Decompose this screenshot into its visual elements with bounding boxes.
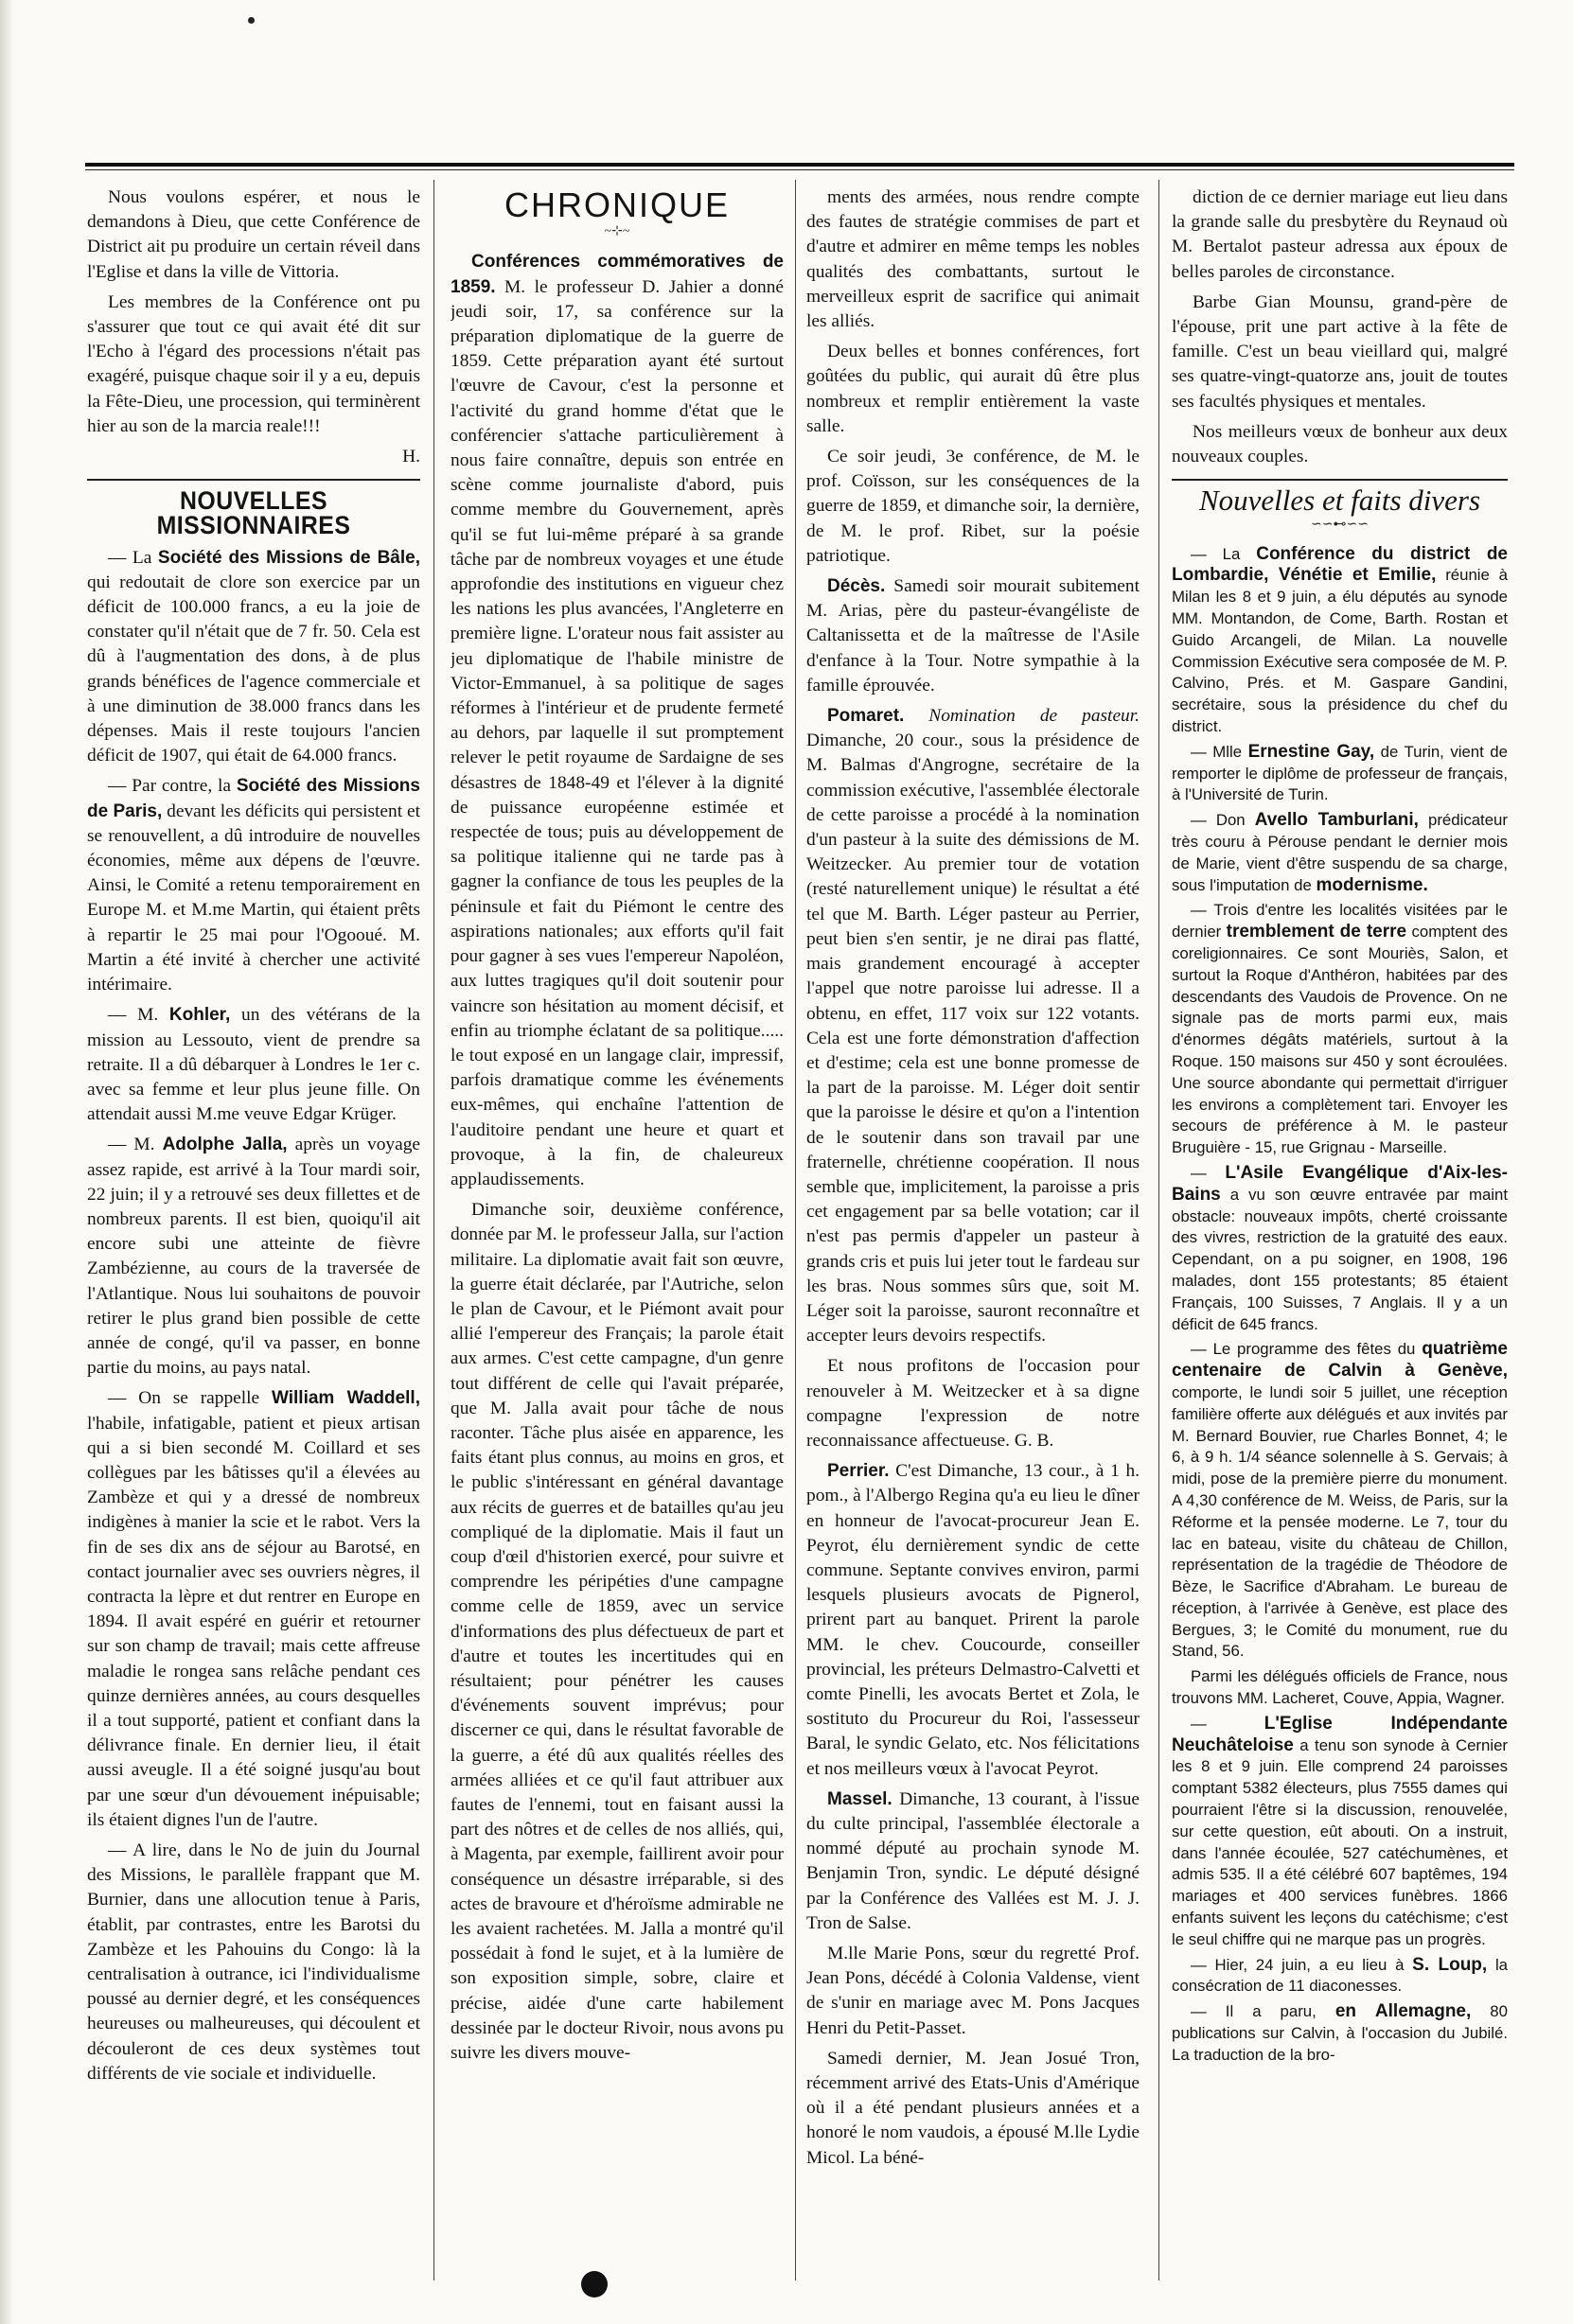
news-item: — M. Adolphe Jalla, après un voyage assez rapide, est arrivé à la Tour mardi soir, 22 juin; il y a retrouvé ses deux fillettes et de nombreux parents. Il est bien, quoiqu'il ait encore subi une atteinte de fièvre Zambézienne, au cours de la traversée de l'Atlantique. Nous lui souhaitons de pouvoir retirer le plus grand bien possible de cette année de congé, qu'il va passer, en bonne partie du moins, au pays natal.: [87, 1135, 420, 1379]
news-item: — On se rappelle William Waddell, l'habile, infatigable, patient et pieux artisan qui a si bien secondé M. Coillard et ses collègues par les bâtisses qu'il a élevées au Zambèze et qui y a dressé de nombreux indigènes à manier la scie et le rabot. Vers la fin de ses dix ans de séjour au Barotsé, en contact journalier avec ses ouvriers nègres, il contracta la lèpre et dut rentrer en Europe en 1894. Il avait espéré en guérir et retourner sur son champ de travail; mais cette affreuse maladie le rongea sans relâche pendant ces quinze dernières années, au cours desquelles il a tout supporté, patient et confiant dans la délivrance finale. En dernier lieu, il était aussi aveugle. Il a été soigné jusqu'au bout par une sœur d'un dévouement inépuisable; ils étaient dignes l'un de l'autre.: [87, 1388, 420, 1830]
article-paragraph: Conférences commémoratives de 1859. M. le professeur D. Jahier a donné jeudi soir, 17, sa conférence sur la préparation diplomatique de la guerre de 1859. Cette préparation ayant été surtout l'œuvre de Cavour, c'est la personne et l'activité du grand homme d'état que le conférencier s'attache particulièrement à nous faire connaître, depuis son entrée en scène comme journaliste d'abord, puis comme membre du Gouvernement, après qu'il se fut lui-même préparé à sa grande tâche par de nombreux voyages et une étude approfondie des institutions en vigueur chez les nations les plus avancées, l'Angleterre en première ligne. L'orateur nous fait assister au jeu diplomatique de l'habile ministre de Victor-Emmanuel, à sa politique de sages réformes à l'intérieur et de prudente fermeté au dehors, par laquelle il sut promptement relever le petit royaume de Sardaigne de ses désastres de 1848-49 et l'élever à la dignité de puissance européenne estimée et respectée de tous; puis au développement de sa politique italienne qui ne tarde pas à gagner la confiance de tous les peuples de la péninsule et fait du Piémont le centre des aspirations nationales; aux efforts qu'il fait pour gagner à ses vues l'empereur Napoléon, aux luttes tragiques qu'il doit soutenir pour vaincre son hésitation au moment décisif, et enfin au triomphe éclatant de sa politique..... le tout exposé en un langage clair, impressif, parfois dramatique comme les événements eux-mêmes, qui enchaîne l'attention de l'auditoire pendant une heure et quart et provoque, à la fin, de chaleureux applaudissements.: [451, 252, 784, 1189]
news-item: — La Conférence du district de Lombardie, Vénétie et Emilie, réunie à Milan les 8 et 9 juin, a élu députés au synode MM. Montandon, de Come, Barth. Rostan et Guido Arcangeli, de Milan. La nouvelle Commission Exécutive sera composée de M. P. Calvino, Prés. et M. Gaspare Gandini, secrétaire, sous la présidence du chef du district.: [1172, 543, 1508, 736]
section-divider: [87, 479, 420, 481]
article-paragraph: M.lle Marie Pons, sœur du regretté Prof. Jean Pons, décédé à Colonia Valdense, vient de s'unir en mariage avec M. Pons Jacques Henri du Petit-Passet.: [806, 1944, 1140, 2038]
news-item-title: Décès.: [827, 576, 886, 597]
news-item-title: S. Loup,: [1412, 1954, 1488, 1975]
article-paragraph: Nous voulons espérer, et nous le demandons à Dieu, que cette Conférence de District ait pu produire un certain réveil dans l'Eglise et dans la ville de Vittoria.: [87, 187, 420, 282]
author-signature: H.: [402, 447, 420, 467]
news-item: Massel. Dimanche, 13 courant, à l'issue du culte principal, l'assemblée électorale a nommé député au prochain synode M. Benjamin Tron, syndic. Le député désigné par la Conférence des Vallées est M. J. J. Tron de Salse.: [806, 1788, 1140, 1933]
news-item: Perrier. C'est Dimanche, 13 cour., à 1 h. pom., à l'Albergo Regina qu'a eu lieu le dîner en honneur de l'avocat-procureur Jean E. Peyrot, élu dernièrement syndic de cette commune. Septante convives environ, parmi lesquels plusieurs avocats de Pignerol, prirent part au banquet. Prirent la parole MM. le chev. Coucourde, conseiller provincial, les préteurs Delmastro-Calvetti et comte Pinelli, les avocats Bertet et Zola, le sostituto du Procureur du Roi, l'assesseur Baral, le syndic Gelato, etc. Nos félicitations et nos meilleurs vœux à l'avocat Peyrot.: [806, 1461, 1140, 1779]
news-item: — M. Kohler, un des vétérans de la mission au Lessouto, vient de prendre sa retraite. Il a dû débarquer à Londres le 1er c. avec sa femme et leur plus jeune fille. On attendait aussi M.me veuve Edgar Krüger.: [87, 1005, 420, 1125]
news-item: Parmi les délégués officiels de France, nous trouvons MM. Lacheret, Couve, Appia, Wagner.: [1172, 1667, 1508, 1708]
news-item: — L'Eglise Indépendante Neuchâteloise a tenu son synode à Cernier les 8 et 9 juin. Elle comprend 24 paroisses comptant 5382 électeurs, plus 7555 dames qui pourraient l'être si la discussion, renouvelée, sur cette question, eût abouti. On a instruit, dans l'année écoulée, 527 catéchumènes, et admis 535. Il a été célébré 607 baptêmes, 194 mariages et 400 services funèbres. 1866 enfants suivent les leçons du catéchisme; c'est le seul chiffre qui ne marque pas un progrès.: [1172, 1713, 1508, 1948]
news-item-title: Ernestine Gay,: [1247, 741, 1375, 762]
news-item: — A lire, dans le No de juin du Journal des Missions, le parallèle frappant que M. Burnier, dans une allocution tenue à Paris, établit, par contrastes, entre les Barotsi du Zambèze et les Pahouins du Congo: là la centralisation à outrance, ici l'individualisme poussé au dernier degré, et les conséquences heureuses ou malheureuses, qui découlent et découleront de ces deux systèmes tout différents de vie sociale et individuelle.: [87, 1840, 420, 2084]
news-item-title: Conférence du district de Lombardie, Vénétie et Emilie,: [1172, 543, 1508, 586]
header-rule: [85, 163, 1514, 170]
news-item-title: L'Eglise Indépendante Neuchâteloise: [1172, 1713, 1508, 1755]
section-heading: CHRONIQUE: [504, 185, 730, 224]
news-item: — L'Asile Evangélique d'Aix-les-Bains a vu son œuvre entravée par maint obstacle: nouveaux impôts, cherté croissante des vivres, restriction de la gratuité des eaux. Cependant, on a pu soigner, en 1908, 196 malades, dont 155 protestants; 85 étaient Français, 100 Suisses, 7 Anglais. Il y a un déficit de 645 francs.: [1172, 1162, 1508, 1333]
news-item-title: quatrième centenaire de Calvin à Genève,: [1172, 1339, 1508, 1382]
news-item-title: Adolphe Jalla,: [162, 1135, 288, 1155]
news-item: — La Société des Missions de Bâle, qui redoutait de clore son exercice par un déficit de 100.000 francs, a eu la joie de constater qu'il n'était que de 7 fr. 50. Cela est dû à l'augmentation des dons, à de plus grands bénéfices de l'agence commerciale et à une diminution de 38.000 francs dans les dépenses. Mais il reste toujours l'ancien déficit de 1907, qui était de 64.000 francs.: [87, 547, 420, 766]
column-4: [1172, 185, 1508, 2267]
article-paragraph: Et nous profitons de l'occasion pour renouveler à M. Weitzecker et à sa digne compagne l'expression de notre reconnaissance affectueuse. G. B.: [806, 1356, 1140, 1451]
news-item: — Il a paru, en Allemagne, 80 publications sur Calvin, à l'occasion du Jubilé. La traduction de la bro-: [1172, 2001, 1508, 2064]
news-item-title: Société des Missions de Bâle,: [157, 547, 420, 568]
article-paragraph: ments des armées, nous rendre compte des fautes de stratégie commises de part et d'autre et admirer en même temps les nobles qualités des combattants, surtout le merveilleux esprit de sacrifice qui animait les alliés.: [806, 187, 1140, 332]
news-item-title: L'Asile Evangélique d'Aix-les-Bains: [1172, 1162, 1508, 1205]
news-item: — Le programme des fêtes du quatrième centenaire de Calvin à Genève, comporte, le lundi soir 5 juillet, une réception familière offerte aux délégués et aux invités par M. Bernard Bouvier, rue Charles Bonnet, 4; le 6, à 9 h. 1/4 séance solennelle à S. Gervais; à midi, pose de la première pierre du monument. A 4,30 conférence de M. Weiss, de Paris, sur la Réforme et la pensée moderne. Le 7, tour du lac en bateau, visite du château de Chillon, représentation de la tragédie de Théodore de Bèze, le Sacrifice d'Abraham. Le bureau de réception, à l'arrivée à Genève, est place des Bergues, 3; le Comité du monument, rue du Stand, 56.: [1172, 1339, 1508, 1661]
column-rule: [1158, 180, 1159, 2280]
ornament: ~⊹~: [604, 224, 630, 239]
news-item-title: Massel.: [827, 1788, 893, 1809]
news-item: Décès. Samedi soir mourait subitement M. Arias, père du pasteur-évangéliste de Caltanissetta et de la maîtresse de l'Asile d'enfance à la Tour. Notre sympathie à la famille éprouvée.: [806, 576, 1140, 695]
article-paragraph: Ce soir jeudi, 3e conférence, de M. le prof. Coïsson, sur les conséquences de la guerre de 1859, et dimanche soir, la dernière, de M. le prof. Ribet, sur la poésie patriotique.: [806, 447, 1140, 566]
news-item: Pomaret. Nomination de pasteur. Dimanche, 20 cour., sous la présidence de M. Balmas d'Angrogne, secrétaire de la commission exécutive, l'assemblée électorale de cette paroisse a procédé à la nomination d'un pasteur à la suite des démissions de M. Weitzecker. Au premier tour de votation (resté naturellement unique) le résultat a été tel que M. Barth. Léger pasteur au Perrier, peut bien s'en sentir, je ne dirai pas flatté, mais grandement encouragé à accepter l'appel que notre paroisse lui adresse. Il a obtenu, en effet, 117 voix sur 122 votants. Cela est une forte démonstration d'affection et d'estime; cela est une bonne promesse de la part de la paroisse. M. Léger doit sentir que la paroisse le désire et qu'on a l'intention de le soutenir dans son travail par une fraternelle, chrétienne coopération. Il nous semble que, implicitement, la paroisse a pris cet engagement par sa belle votation; car il n'est pas permis d'appeler un pasteur à grands cris et puis lui jeter tout le fardeau sur les bras. Nous sommes sûrs que, soit M. Léger soit la paroisse, sauront reconnaître et accepter leurs devoirs respectifs.: [806, 706, 1140, 1347]
news-item-title: Pomaret.: [827, 706, 905, 727]
news-item-title: Société des Missions de Paris,: [87, 776, 420, 821]
news-item-title: Kohler,: [168, 1005, 231, 1026]
article-paragraph: Dimanche soir, deuxième conférence, donnée par M. le professeur Jalla, sur l'action militaire. La diplomatie avait fait son œuvre, la guerre était déclarée, par l'Autriche, selon le plan de Cavour, et le Piémont avait pour allié l'empereur des Français; la parole était aux armes. C'est cette campagne, d'un genre tout différent de celle qui l'avait préparée, que M. Jalla avait pour tâche de nous raconter. Tâche plus aisée en apparence, les faits étant plus connus, au moins en gros, et le public s'intéressant en général davantage aux récits de guerres et de batailles qu'au jeu compliqué de la diplomatie. Mais il faut un coup d'œil d'historien exercé, pour suivre et comprendre les péripéties d'une campagne comme celle de 1859, avec un service d'informations des plus défectueux de part et d'autre et toutes les incertitudes qui en résultaient; pour pénétrer les causes d'événements souvent imprévus; pour discerner ce qui, dans le résultat favorable de la guerre, a été dû aux qualités réelles des armées alliées et ce qu'il faut attribuer aux fautes de l'ennemi, tout en faisant aussi la part des nôtres et de celles de nos alliés, qui, à Magenta, par exemple, faillirent avoir pour conséquence un désastre irréparable, si des actes de bravoure et d'héroïsme admirable ne les avaient rachetées. M. Jalla a montré qu'il possédait à fond le sujet, et à la lumière de son exposition simple, sobre, claire et précise, aidée d'une carte habilement dessinée par le docteur Rivoir, nous avons pu suivre les divers mouve-: [451, 1200, 784, 2064]
news-item-title: Avello Tamburlani,: [1254, 810, 1419, 831]
ink-blot: [581, 2271, 608, 2298]
news-item: — Trois d'entre les localités visitées par le dernier tremblement de terre comptent des coreligionnaires. Ce sont Mouriès, Salon, et surtout la Roque d'Anthéron, habitées par des descendants des Vaudois de Provence. On ne signale pas de morts parmi eux, mais d'énormes dégâts matériels, surtout à la Roque. 150 maisons sur 450 y sont écroulées. Une source abondante qui permettait d'irriguer les environs a complètement tari. Envoyer les secours de préférence à M. le pasteur Bruguière - 15, rue Grignau - Marseille.: [1172, 901, 1508, 1157]
section-divider: [1172, 479, 1508, 481]
news-item-title: en Allemagne,: [1334, 2001, 1472, 2022]
article-paragraph: Nos meilleurs vœux de bonheur aux deux nouveaux couples.: [1172, 421, 1508, 467]
news-item-title: Perrier.: [827, 1461, 890, 1482]
column-2: [451, 185, 784, 2267]
section-heading: Nouvelles et faits divers: [1198, 484, 1481, 518]
ornament: ∽∽⊷∽∽: [1311, 518, 1369, 533]
news-item-title: William Waddell,: [271, 1388, 420, 1409]
ink-dot: [248, 17, 255, 24]
section-heading: NOUVELLES MISSIONNAIRES: [156, 486, 351, 540]
article-paragraph: Samedi dernier, M. Jean Josué Tron, récemment arrivé des Etats-Unis d'Amérique où il a été pendant plusieurs années et a honoré le nom vaudois, a épousé M.lle Lydie Micol. La béné-: [806, 2048, 1140, 2168]
news-item-title: tremblement de terre: [1226, 922, 1407, 942]
article-paragraph: diction de ce dernier mariage eut lieu dans la grande salle du presbytère du Reynaud où M. Bertalot pasteur adressa aux époux de belles paroles de circonstance.: [1172, 187, 1508, 282]
column-3: [806, 185, 1140, 2267]
news-item: — Par contre, la Société des Missions de Paris, devant les déficits qui persistent et se renouvellent, a dû introduire de nouvelles économies, même aux dépens de l'œuvre. Ainsi, le Comité a retenu temporairement en Europe M. et M.me Martin, qui étaient prêts à repartir le 25 mai pour l'Ogooué. M. Martin a été invité à chercher une activité intérimaire.: [87, 776, 420, 995]
news-item: — Mlle Ernestine Gay, de Turin, vient de remporter le diplôme de professeur de français, à l'Université de Turin.: [1172, 741, 1508, 804]
article-paragraph: Deux belles et bonnes conférences, fort goûtées du public, qui aurait dû être plus nombreux et remplir entièrement la vaste salle.: [806, 342, 1140, 436]
column-rule: [795, 180, 796, 2280]
column-1: [87, 185, 420, 2267]
author-signature: G. B.: [1014, 1430, 1054, 1451]
article-title: Conférences commémoratives de 1859.: [451, 252, 784, 297]
page-shadow: [0, 0, 13, 2324]
article-paragraph: Les membres de la Conférence ont pu s'assurer que tout ce qui avait été dit sur l'Echo à l'égard des processions n'était pas exagéré, puisque chaque soir il y a eu, depuis la Fête-Dieu, une procession, qui terminèrent hier au son de la marcia reale!!!: [87, 291, 420, 436]
column-rule: [433, 180, 434, 2280]
news-item: — Hier, 24 juin, a eu lieu à S. Loup, la consécration de 11 diaconesses.: [1172, 1954, 1508, 1996]
news-list: [1172, 544, 1508, 2067]
article-paragraph: Barbe Gian Mounsu, grand-père de l'épouse, prit une part active à la fête de famille. C'est un beau vieillard qui, malgré ses quatre-vingt-quatorze ans, jouit de toutes ses facultés physiques et mentales.: [1172, 291, 1508, 412]
news-item: — Don Avello Tamburlani, prédicateur très couru à Pérouse pendant le dernier mois de Marie, vient d'être suspendu de sa charge, sous l'imputation de modernisme.: [1172, 810, 1508, 895]
